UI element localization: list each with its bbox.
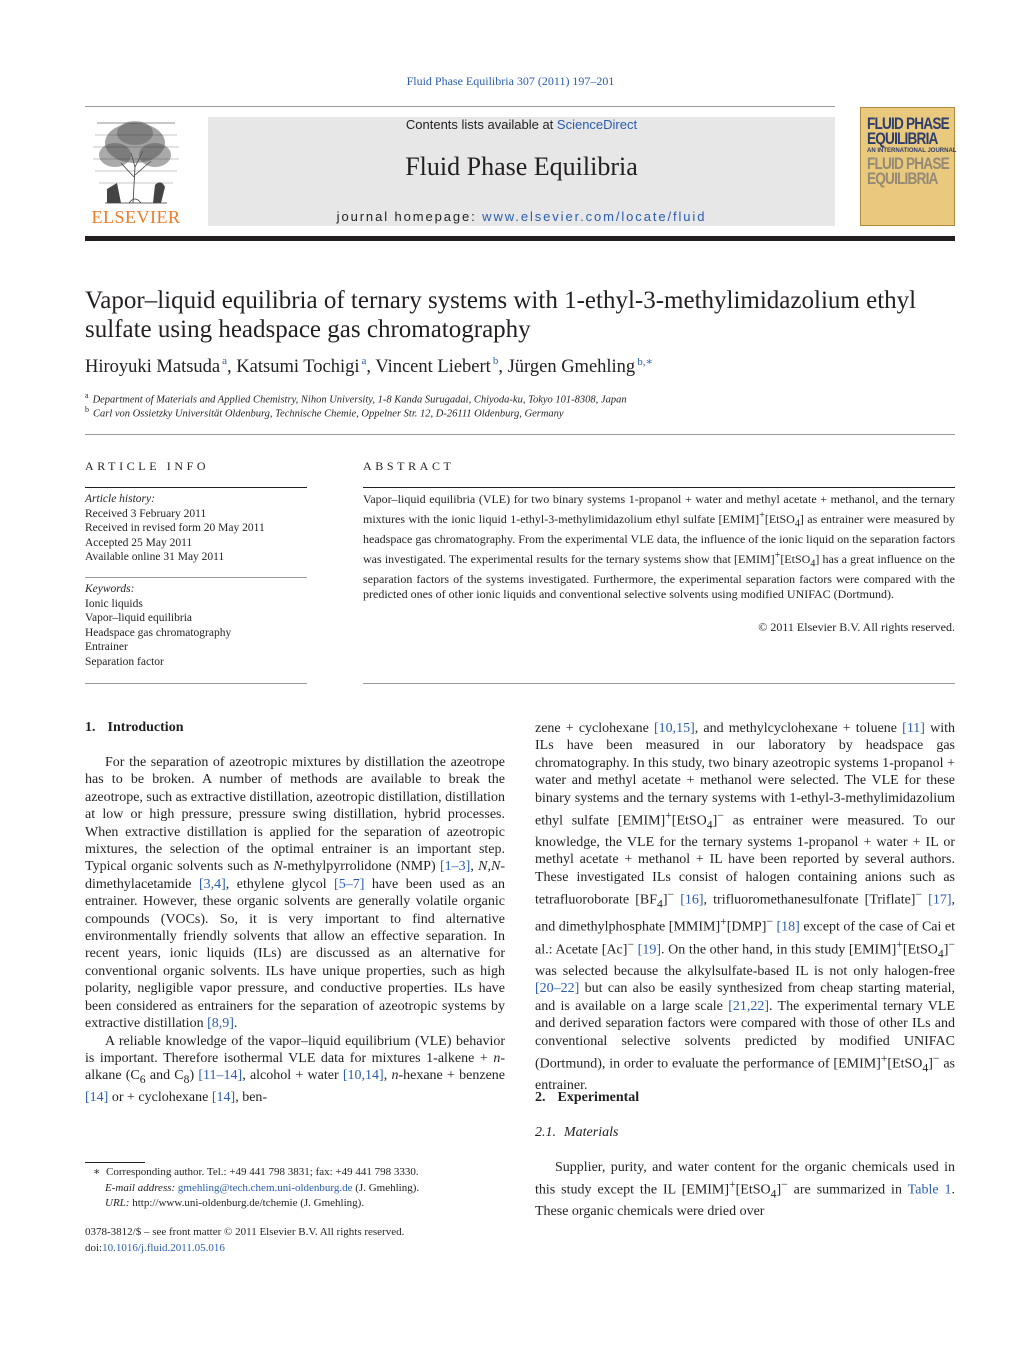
abstract-rule: [363, 487, 955, 488]
affiliation-mark: a: [85, 391, 89, 400]
copyright-notice: © 2011 Elsevier B.V. All rights reserved.: [758, 620, 955, 634]
cover-subtitle: AN INTERNATIONAL JOURNAL: [867, 148, 957, 154]
url-text[interactable]: http://www.uni-oldenburg.de/tchemie: [132, 1197, 298, 1209]
homepage-link[interactable]: www.elsevier.com/locate/fluid: [482, 209, 707, 224]
reference-link[interactable]: [20–22]: [535, 981, 580, 997]
elsevier-wordmark: ELSEVIER: [91, 207, 181, 227]
abstract-heading: ABSTRACT: [363, 459, 455, 473]
contents-line: [208, 117, 835, 132]
doi-line: [85, 1241, 505, 1257]
reference-link[interactable]: [14]: [211, 1089, 236, 1105]
journal-name: Fluid Phase Equilibria: [405, 152, 638, 181]
homepage-line: [208, 209, 835, 224]
author-affil-mark[interactable]: a: [222, 355, 228, 367]
cover-line: FLUID PHASE: [867, 114, 949, 133]
keyword: Headspace gas chromatography: [85, 626, 232, 639]
author-separator: ,: [498, 357, 508, 377]
footnote-corresponding: ∗ Corresponding author. Tel.: +49 441 798 3831; fax: +49 441 798 3330.: [93, 1166, 419, 1178]
reference-link[interactable]: [8,9]: [207, 1016, 234, 1032]
section-heading-experimental: [535, 1090, 639, 1106]
author-separator: ,: [227, 357, 237, 377]
section-number: 2.: [535, 1090, 546, 1105]
affiliation-rule: [85, 434, 955, 435]
footnote-text: Corresponding author. Tel.: +49 441 798 3831; fax: +49 441 798 3330.: [105, 1166, 419, 1178]
table-link[interactable]: Table 1: [907, 1183, 952, 1199]
doi-link[interactable]: 10.1016/j.fluid.2011.05.016: [102, 1241, 225, 1254]
reference-link[interactable]: [3,4]: [198, 876, 226, 892]
abstract-part: ] has a great influence on the separation factors of the systems investigated. Furthermore, the experimental separation factors were compared with the predicted ones of other ionic liquids and conventional selective solvents using modified UNIFAC (Dortmund).: [363, 551, 955, 602]
url-label: URL:: [105, 1197, 130, 1209]
subsection-title: Materials: [564, 1125, 619, 1140]
author-affil-mark[interactable]: a: [361, 355, 367, 367]
article-history: [85, 492, 307, 565]
cover-line: EQUILIBRIA: [867, 129, 938, 148]
abstract-part: Vapor–liquid equilibria (VLE) for two binary systems 1-propanol + water and methyl acetate + methanol, and the ternary mixtures with the ionic liquid 1-ethyl-3-methylimidazolium ethyl sulfate [EMIM]: [363, 492, 955, 526]
abstract-text: Vapor–liquid equilibria (VLE) for two binary systems 1-propanol + water and methyl acetate + methanol, and the ternary mixtures with the ionic liquid 1-ethyl-3-methylimidazolium ethyl sulfate [EMIM]+[EtSO$_4$] as entrainer were measured by headspace gas chromatography. From the experimental VLE data, the influence of the ionic liquid on the separation factors was investigated. The experimental results for the ternary systems show that [EMIM]+[EtSO$_4$] has a great influence on the separation factors of the systems investigated. Furthermore, the experimental separation factors were compared with the predicted ones of other ionic liquids and conventional selective solvents using modified UNIFAC (Dortmund).: [363, 492, 955, 602]
article-info-heading: ARTICLE INFO: [85, 459, 210, 473]
footnote-email: [85, 1181, 505, 1197]
affiliation-b: [85, 405, 955, 420]
reference-link[interactable]: [11]: [902, 721, 925, 736]
url-suffix: (J. Gmehling).: [300, 1197, 365, 1209]
history-item: Available online 31 May 2011: [85, 551, 225, 563]
sciencedirect-link[interactable]: ScienceDirect: [556, 117, 638, 132]
reference-link[interactable]: [10,15]: [653, 721, 695, 736]
section-heading-introduction: [85, 720, 183, 736]
header-rule: [85, 106, 835, 107]
article-info-bottom-rule: [85, 683, 307, 684]
paragraph: zene + cyclohexane [10,15], and methylcyclohexane + toluene [11] with ILs have been measured in our laboratory by headspace gas chromatography. In this study, two binary azeotropic systems 1-propanol + water and methyl acetate + methanol were selected. The VLE for these binary systems and the ternary systems with 1-ethyl-3-methylimidazolium ethyl sulfate [EMIM]+[EtSO$_4$]− as entrainer were measured. To our knowledge, the VLE for the ternary systems 1-propanol + water + IL or methyl acetate + methanol + IL have been reported by several authors. These investigated ILs consist of halogen containing anions such as tetrafluoroborate $[BF_4]^-$ [16], trifluoromethanesulfonate [Triflate]− [17], and dimethylphosphate [MMIM]+[DMP]− [18] except of the case of Cai et al.: Acetate [Ac]− [19]. On the other hand, in this study [EMIM]+[EtSO$_4$]− was selected because the alkylsulfate-based IL is not only halogen-free [20–22] but can also be easily synthesized from cheap starting material, and is available on a large scale [21,22]. The experimental ternary VLE and derived separation factors were compared with those of other ILs and conventional selective solvents predicted by modified UNIFAC (Dortmund), in order to evaluate the performance of [EMIM]+[EtSO$_4$]− as entrainer.: [535, 721, 956, 1093]
reference-link[interactable]: [1–3]: [439, 859, 471, 875]
author-name[interactable]: Jürgen Gmehling: [507, 357, 636, 377]
reference-link[interactable]: [21,22]: [728, 998, 770, 1014]
affiliation-text: Department of Materials and Applied Chemistry, Nihon University, 1-8 Kanda Surugadai, Chiyoda-ku, Tokyo 101-8308, Japan: [92, 394, 627, 406]
email-label: E-mail address:: [105, 1181, 176, 1194]
materials-body: [535, 1159, 955, 1221]
footnotes: [85, 1165, 505, 1212]
author-name[interactable]: Katsumi Tochigi: [236, 357, 360, 377]
email-link[interactable]: gmehling@tech.chem.uni-oldenburg.de: [177, 1181, 353, 1194]
section-number: 1.: [85, 720, 96, 735]
journal-cover[interactable]: [860, 107, 955, 226]
abstract-part: [EtSO: [764, 511, 795, 526]
paragraph: For the separation of azeotropic mixtures by distillation the azeotrope has to be broken. A number of methods are available to break the azeotrope, such as extractive distillation, azeotropic distillation, distillation at low or high pressure, pressure swing distillation, hybrid processes. When extractive distillation is applied for the separation of azeotropic mixtures, the selection of the optimal entrainer is an important step. Typical organic solvents such as N-methylpyrrolidone (NMP) [1–3], N,N-dimethylacetamide [3,4], ethylene glycol [5–7] have been used as an entrainer. However, these organic solvents are generally volatile organic compounds (VOCs). So, it is very important to find alternative environmentally friendly solvents that allow an effective separation. In recent years, ionic liquids (ILs) are discussed as an alternative for conventional organic solvents. ILs have unique properties, such as high polarity, negligible vapor pressure, and conductive properties. ILs have been considered as entrainers for the separation of azeotropic systems by extractive distillation [8,9].: [85, 755, 506, 1032]
abstract-part: [EtSO: [780, 551, 811, 566]
article-info-rule: [85, 487, 307, 488]
keyword: Vapor–liquid equilibria: [85, 612, 192, 624]
subsection-number: 2.1.: [535, 1125, 556, 1140]
keyword: Separation factor: [85, 655, 164, 668]
keywords-heading: Keywords:: [85, 583, 135, 595]
history-item: Accepted 25 May 2011: [85, 536, 193, 549]
author-list: [85, 357, 955, 378]
cover-line: FLUID PHASE: [867, 154, 949, 173]
reference-link[interactable]: [14]: [85, 1089, 109, 1105]
affiliation-mark: b: [85, 405, 89, 414]
reference-link[interactable]: [17]: [928, 892, 952, 908]
footnote-rule: [85, 1162, 145, 1163]
reference-link[interactable]: [5–7]: [334, 876, 365, 892]
affiliation-text: Carl von Ossietzky Universität Oldenburg, Technische Chemie, Oppelner Str. 12, D-26111 Oldenburg, Germany: [93, 408, 564, 420]
section-title: Experimental: [557, 1090, 640, 1105]
reference-link[interactable]: [18]: [776, 919, 800, 935]
header-thick-rule: [85, 236, 955, 241]
paragraph: A reliable knowledge of the vapor–liquid equilibrium (VLE) behavior is important. Therefore isothermal VLE data for mixtures 1-alkene + n-alkane ($C_6$ and $C_8$) [11–14], alcohol + water [10,14], n-hexane + benzene [14] or + cyclohexane [14], ben-: [85, 1033, 505, 1105]
introduction-continued: [535, 720, 955, 1094]
history-item: Received in revised form 20 May 2011: [85, 522, 265, 534]
article-history-heading: Article history:: [85, 493, 155, 505]
abstract-bottom-rule: [363, 683, 955, 684]
keyword: Ionic liquids: [85, 597, 143, 610]
issn-line: 0378-3812/$ – see front matter © 2011 Elsevier B.V. All rights reserved.: [85, 1226, 405, 1238]
keyword: Entrainer: [85, 641, 128, 653]
subsection-heading-materials: [535, 1125, 618, 1141]
contents-prefix: Contents lists available at: [405, 117, 557, 132]
history-item: Received 3 February 2011: [85, 507, 207, 520]
abstract-part: ] as entrainer were measured by headspace gas chromatography. From the experimental VLE data, the influence of the ionic liquid on the separation factors was investigated. The experimental results for the ternary systems show that [EMIM]: [363, 511, 955, 566]
paragraph: Supplier, purity, and water content for the organic chemicals used in this study except the IL [EMIM]+[EtSO$_4$]− are summarized in Table 1. These organic chemicals were dried over: [535, 1160, 955, 1220]
author-affil-mark[interactable]: b,∗: [637, 356, 653, 368]
section-title: Introduction: [107, 720, 184, 735]
doi-label: doi:: [85, 1241, 103, 1254]
journal-citation[interactable]: Fluid Phase Equilibria 307 (2011) 197–201: [406, 74, 615, 88]
keywords-rule: [85, 577, 307, 578]
keywords: [85, 582, 307, 669]
article-title: Vapor–liquid equilibria of ternary systems with 1-ethyl-3-methylimidazolium ethyl sulfate using headspace gas chromatography: [85, 287, 917, 343]
footnote-url: [85, 1196, 505, 1212]
author-affil-mark[interactable]: b: [492, 355, 499, 367]
journal-header-box: [208, 117, 835, 226]
reference-link[interactable]: [11–14]: [198, 1068, 243, 1084]
reference-link[interactable]: [16]: [680, 892, 704, 908]
email-suffix: (J. Gmehling).: [355, 1181, 420, 1194]
author-name[interactable]: Vincent Liebert: [375, 357, 491, 377]
homepage-prefix: journal homepage:: [336, 209, 483, 224]
reference-link[interactable]: [10,14]: [342, 1068, 384, 1084]
issn-block: [85, 1225, 505, 1256]
reference-link[interactable]: [19]: [637, 942, 661, 958]
author-name[interactable]: Hiroyuki Matsuda: [85, 357, 221, 377]
cover-line: EQUILIBRIA: [867, 169, 938, 188]
author-separator: ,: [366, 357, 376, 377]
elsevier-logo: [85, 115, 187, 227]
introduction-body: [85, 754, 505, 1106]
affiliation-a: [85, 391, 955, 406]
